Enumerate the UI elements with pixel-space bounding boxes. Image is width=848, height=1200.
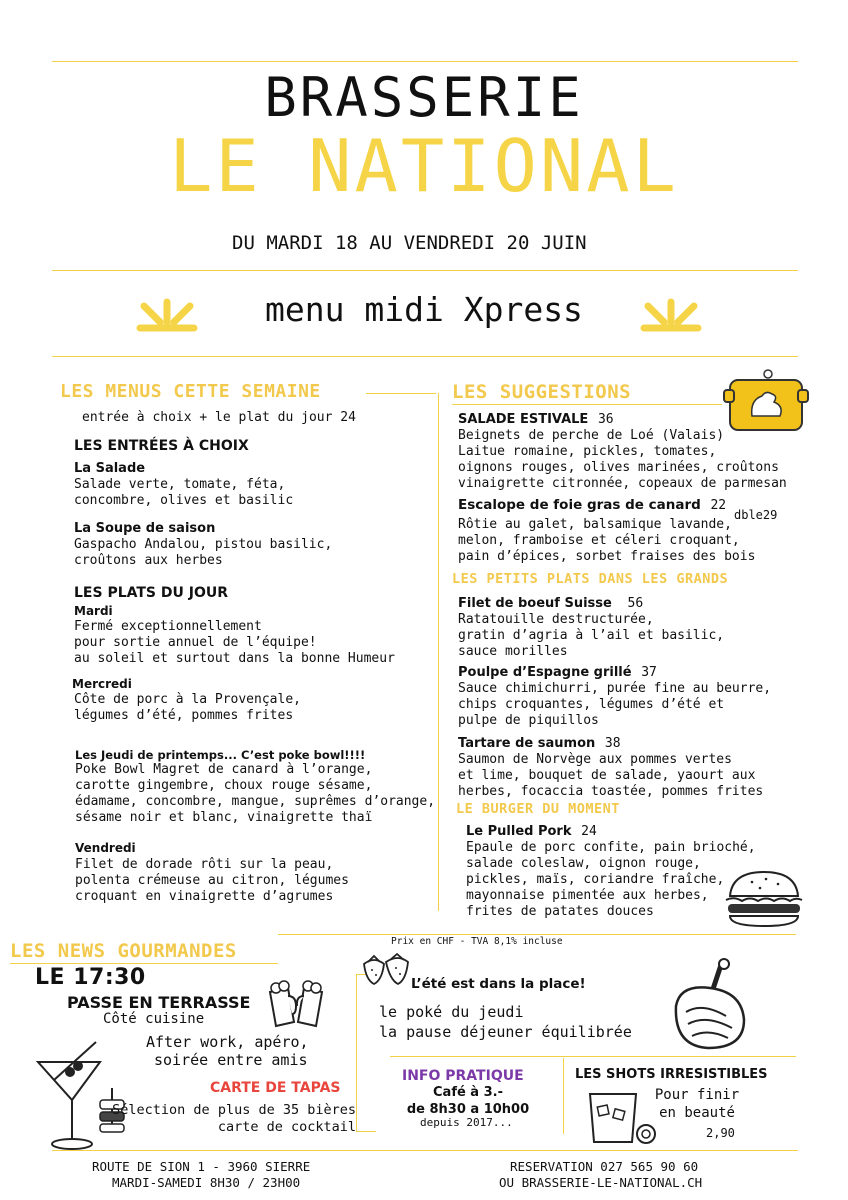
section-title-burger: LE BURGER DU MOMENT [456,801,620,817]
entrees-title: LES ENTRÉES À CHOIX [74,438,249,454]
section-title-suggestions: LES SUGGESTIONS [452,381,632,403]
info-since: depuis 2017... [420,1116,513,1129]
petit-tartare [458,732,763,800]
dish-desc: Beignets de perche de Loé (Valais) Laitue romaine, pickles, tomates, oignons rouges, olives marinées, croûtons vinaigrette citronnée, copeaux de parmesan [458,428,787,491]
day-desc: Filet de dorade rôti sur la peau, polenta crémeuse au citron, légumes croquant en vinaigrette d’agrumes [75,857,349,904]
news-terrasse: PASSE EN TERRASSE [67,993,251,1012]
shots-lines: Pour finir en beauté [654,1087,740,1121]
dish-desc: Sauce chimichurri, purée fine au beurre, chips croquantes, légumes d’été et pulpe de piquillos [458,681,772,728]
suggestion-salade [458,408,787,492]
dish-desc: Ratatouille destructurée, gratin d’agria à l’ail et basilic, sauce morilles [458,612,725,659]
day-name: Mercredi [72,677,132,691]
news-box-bottom-border [356,1131,376,1132]
entree-name: La Soupe de saison [74,521,216,536]
entree-salade [74,461,293,509]
day-desc: Côte de porc à la Provençale, légumes d’été, pommes frites [74,692,301,723]
shots-price: 2,90 [706,1126,735,1140]
section-title-petits-plats: LES PETITS PLATS DANS LES GRANDS [452,571,729,587]
petit-boeuf [458,592,724,660]
news-time: LE 17:30 [35,965,146,990]
strawberries-icon [360,952,412,986]
entree-desc: Gaspacho Andalou, pistou basilic, croûtons aux herbes [74,537,333,568]
info-shots-divider [563,1058,564,1134]
dish-price: 22 [710,498,727,513]
dish-price: 36 [597,412,614,427]
news-mid-divider [390,1056,796,1057]
footer-divider [52,1150,798,1151]
info-lines: Café à 3.- de 8h30 a 10h00 [406,1085,530,1117]
dish-name: Filet de boeuf Suisse [458,596,612,611]
sun-right-icon [640,296,702,332]
plats-title: LES PLATS DU JOUR [74,585,228,601]
summer-lines: le poké du jeudi la pause déjeuner équilibrée [379,1003,632,1041]
news-cote: Côté cuisine [103,1011,205,1027]
day-jeudi [75,748,435,826]
menu-title: menu midi Xpress [265,290,583,329]
news-title-underline [10,963,278,964]
section-title-menus: LES MENUS CETTE SEMAINE [60,381,321,402]
news-title: LES NEWS GOURMANDES [10,940,237,962]
footer-reservation: RESERVATION 027 565 90 60 [510,1159,699,1174]
entree-name: La Salade [74,461,146,476]
dish-price: 24 [581,824,597,839]
day-desc: Fermé exceptionnellement pour sortie annuel de l’équipe! au soleil et surtout dans la bonne Humeur [74,619,395,666]
menus-title-rule [366,393,436,394]
footer-address: ROUTE DE SION 1 - 3960 SIERRE [92,1159,311,1174]
day-vendredi [75,841,349,905]
day-name: Mardi [74,604,113,618]
day-mardi [74,604,395,667]
dish-name: Tartare de saumon [458,736,596,751]
prices-note: Prix en CHF - TVA 8,1% incluse [391,936,563,947]
suggestion-foie-gras [458,494,778,565]
news-box-left-border [356,974,357,1132]
suggestions-title-rule [452,404,722,405]
brand-main: LE NATIONAL [169,124,679,208]
menu-intro: entrée à choix + le plat du jour 24 [82,410,356,425]
beer-mugs-icon [264,978,332,1030]
dish-price: 56 [627,596,644,611]
news-divider [278,934,796,935]
info-title: INFO PRATIQUE [402,1068,524,1084]
footer-website: OU BRASSERIE-LE-NATIONAL.CH [499,1175,703,1190]
shots-title: LES SHOTS IRRESISTIBLES [575,1067,768,1082]
day-mercredi [72,677,301,724]
steak-icon [662,958,758,1054]
burger-pulled-pork [466,820,756,920]
dish-desc: Rôtie au galet, balsamique lavande, melon, framboise et céleri croquant, pain d’épices, sorbet fraises des bois [458,517,756,564]
burger-icon [722,866,806,930]
day-name: Les Jeudi de printemps... C’est poke bowl!!!! [75,748,366,762]
summer-title: L’été est dans la place! [411,976,586,992]
dish-name: Poulpe d’Espagne grillé [458,665,632,680]
dates-line: DU MARDI 18 AU VENDREDI 20 JUIN [232,232,587,254]
shot-glass-icon [584,1088,660,1148]
entree-desc: Salade verte, tomate, féta, concombre, olives et basilic [74,477,294,508]
dish-price: 37 [641,665,657,680]
entree-soupe [74,521,332,569]
dish-desc: Epaule de porc confite, pain brioché, salade coleslaw, oignon rouge, pickles, maïs, coriandre fraîche, mayonnaise pimentée aux herbes, frites de patates douces [466,840,756,919]
news-afterwork: After work, apéro, soirée entre amis [146,1033,309,1069]
brand-top: BRASSERIE [264,66,584,129]
dish-name: Escalope de foie gras de canard [458,497,701,513]
footer-hours: MARDI-SAMEDI 8H30 / 23H00 [112,1175,301,1190]
news-tapas-lines: Sélection de plus de 35 bières carte de cocktail [112,1102,356,1135]
dish-price: 38 [604,736,621,751]
header-divider-1 [52,270,798,271]
news-tapas: CARTE DE TAPAS [210,1080,341,1096]
top-divider [52,61,798,62]
dish-desc: Saumon de Norvège aux pommes vertes et lime, bouquet de salade, yaourt aux herbes, focaccia toastée, pommes frites [458,752,764,799]
dish-price-double: dble29 [734,508,778,522]
header-divider-2 [52,356,798,357]
dish-name: SALADE ESTIVALE [458,412,589,427]
column-divider [438,393,439,911]
dish-name: Le Pulled Pork [466,824,572,839]
petit-poulpe [458,661,771,729]
day-name: Vendredi [75,841,136,855]
day-desc: Poke Bowl Magret de canard à l’orange, carotte gingembre, choux rouge sésame, édamame, concombre, mangue, suprêmes d’orange, sésame noir et blanc, vinaigrette thaï [75,762,436,825]
